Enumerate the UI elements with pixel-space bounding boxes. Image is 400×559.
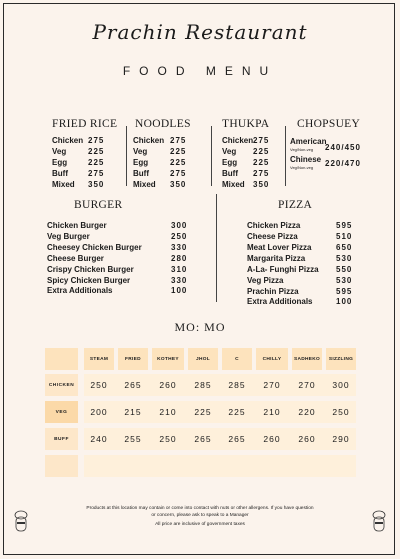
burger-item: Extra Additionals: [47, 286, 113, 295]
momo-col-header: SADHEKO: [292, 348, 322, 370]
fried-rice-price: 225: [88, 147, 105, 156]
divider: [211, 126, 212, 186]
momo-col-header: SIZZLING: [326, 348, 356, 370]
noodles-price: 275: [170, 136, 187, 145]
chopsuey-note: Veg/Non-veg: [290, 165, 314, 170]
thukpa-item: Chicken: [222, 136, 254, 145]
thukpa-item: Mixed: [222, 180, 245, 189]
pizza-price: 650: [336, 243, 353, 252]
momo-col-header: C: [222, 348, 252, 370]
thukpa-price: 350: [253, 180, 270, 189]
noodles-price: 225: [170, 158, 187, 167]
burger-item: Cheesey Chicken Burger: [47, 243, 142, 252]
chopsuey-item: American: [290, 137, 327, 146]
momo-price: 260: [159, 380, 177, 390]
momo-price: 260: [263, 434, 281, 444]
burger-item: Veg Burger: [47, 232, 90, 241]
momo-price: 265: [228, 434, 246, 444]
noodles-item: Egg: [133, 158, 149, 167]
momo-price: 220: [298, 407, 316, 417]
menu-title: FOOD MENU: [122, 64, 278, 78]
fried-rice-price: 225: [88, 158, 105, 167]
noodles-item: Buff: [133, 169, 149, 178]
momo-col-header: CHILLY: [256, 348, 288, 370]
momo-price: 210: [159, 407, 177, 417]
chef-icon: [12, 508, 30, 534]
momo-row-label: BUFF: [45, 428, 78, 450]
momo-price: 260: [298, 434, 316, 444]
burger-price: 100: [171, 286, 188, 295]
momo-col-header: KOTHEY: [152, 348, 184, 370]
burger-price: 310: [171, 265, 188, 274]
pizza-item: Meat Lover Pizza: [247, 243, 312, 252]
burger-price: 280: [171, 254, 188, 263]
thukpa-item: Buff: [222, 169, 238, 178]
fried-rice-item: Chicken: [52, 136, 84, 145]
burger-item: Crispy Chicken Burger: [47, 265, 134, 274]
burger-price: 330: [171, 276, 188, 285]
noodles-item: Chicken: [133, 136, 165, 145]
section-chopsuey-title: CHOPSUEY: [297, 118, 361, 130]
burger-price: 250: [171, 232, 188, 241]
momo-price: 270: [298, 380, 316, 390]
pizza-item: Cheese Pizza: [247, 232, 298, 241]
chopsuey-price: 240/450: [325, 143, 361, 152]
pizza-item: Veg Pizza: [247, 276, 284, 285]
pizza-price: 595: [336, 287, 353, 296]
momo-price: 285: [228, 380, 246, 390]
momo-price: 200: [90, 407, 108, 417]
burger-item: Chicken Burger: [47, 221, 107, 230]
momo-price: 225: [194, 407, 212, 417]
momo-row-label: CHICKEN: [45, 374, 78, 396]
fried-rice-item: Mixed: [52, 180, 75, 189]
chef-icon: [370, 508, 388, 534]
pizza-price: 530: [336, 254, 353, 263]
pizza-price: 510: [336, 232, 353, 241]
momo-corner-cell: [45, 348, 78, 370]
burger-item: Spicy Chicken Burger: [47, 276, 131, 285]
burger-price: 330: [171, 243, 188, 252]
thukpa-item: Egg: [222, 158, 238, 167]
section-pizza-title: PIZZA: [278, 199, 313, 211]
momo-row-label: VEG: [45, 401, 78, 423]
section-burger-title: BURGER: [74, 199, 123, 211]
pizza-item: Prachin Pizza: [247, 287, 299, 296]
fried-rice-price: 350: [88, 180, 105, 189]
noodles-price: 275: [170, 169, 187, 178]
momo-row-bg: [84, 455, 356, 477]
momo-col-header: FRIED: [118, 348, 148, 370]
restaurant-name: Prachin Restaurant: [92, 20, 308, 44]
fried-rice-item: Veg: [52, 147, 67, 156]
momo-price: 265: [124, 380, 142, 390]
noodles-item: Mixed: [133, 180, 156, 189]
momo-price: 250: [332, 407, 350, 417]
pizza-price: 530: [336, 276, 353, 285]
burger-price: 300: [171, 221, 188, 230]
thukpa-item: Veg: [222, 147, 237, 156]
noodles-price: 225: [170, 147, 187, 156]
pizza-price: 550: [336, 265, 353, 274]
fried-rice-price: 275: [88, 136, 105, 145]
momo-price: 265: [194, 434, 212, 444]
thukpa-price: 225: [253, 158, 270, 167]
momo-price: 225: [228, 407, 246, 417]
fried-rice-item: Buff: [52, 169, 68, 178]
pizza-item: Extra Additionals: [247, 297, 313, 306]
chopsuey-note: Veg/Non-veg: [290, 147, 314, 152]
noodles-price: 350: [170, 180, 187, 189]
momo-price: 300: [332, 380, 350, 390]
section-fried-rice-title: FRIED RICE: [52, 118, 118, 130]
momo-price: 250: [159, 434, 177, 444]
thukpa-price: 225: [253, 147, 270, 156]
thukpa-price: 275: [253, 169, 270, 178]
tax-notice: All price are inclusive of government taxes: [155, 522, 245, 527]
pizza-item: Margarita Pizza: [247, 254, 306, 263]
divider: [126, 126, 127, 186]
momo-price: 255: [124, 434, 142, 444]
fried-rice-price: 275: [88, 169, 105, 178]
pizza-item: Chicken Pizza: [247, 221, 301, 230]
burger-item: Cheese Burger: [47, 254, 104, 263]
chopsuey-item: Chinese: [290, 155, 322, 164]
momo-price: 270: [263, 380, 281, 390]
chopsuey-price: 220/470: [325, 159, 361, 168]
divider: [216, 194, 217, 302]
section-thukpa-title: THUKPA: [222, 118, 270, 130]
fried-rice-item: Egg: [52, 158, 68, 167]
section-noodles-title: NOODLES: [135, 118, 191, 130]
noodles-item: Veg: [133, 147, 148, 156]
momo-price: 290: [332, 434, 350, 444]
pizza-price: 595: [336, 221, 353, 230]
momo-price: 210: [263, 407, 281, 417]
pizza-item: A-La- Funghi Pizza: [247, 265, 319, 274]
divider: [285, 126, 286, 186]
momo-col-header: JHOL: [188, 348, 218, 370]
thukpa-price: 275: [253, 136, 270, 145]
allergen-notice-2: or concern, please ask to speak to a Manager: [151, 513, 249, 518]
momo-price: 240: [90, 434, 108, 444]
pizza-price: 100: [336, 297, 353, 306]
allergen-notice: Products at this location may contain or come into contact with nuts or other allergens. If you have question: [86, 506, 314, 511]
momo-empty-cell: [45, 455, 78, 477]
momo-title: MO: MO: [174, 320, 226, 334]
momo-col-header: STEAM: [84, 348, 114, 370]
momo-price: 215: [124, 407, 142, 417]
momo-price: 250: [90, 380, 108, 390]
momo-price: 285: [194, 380, 212, 390]
